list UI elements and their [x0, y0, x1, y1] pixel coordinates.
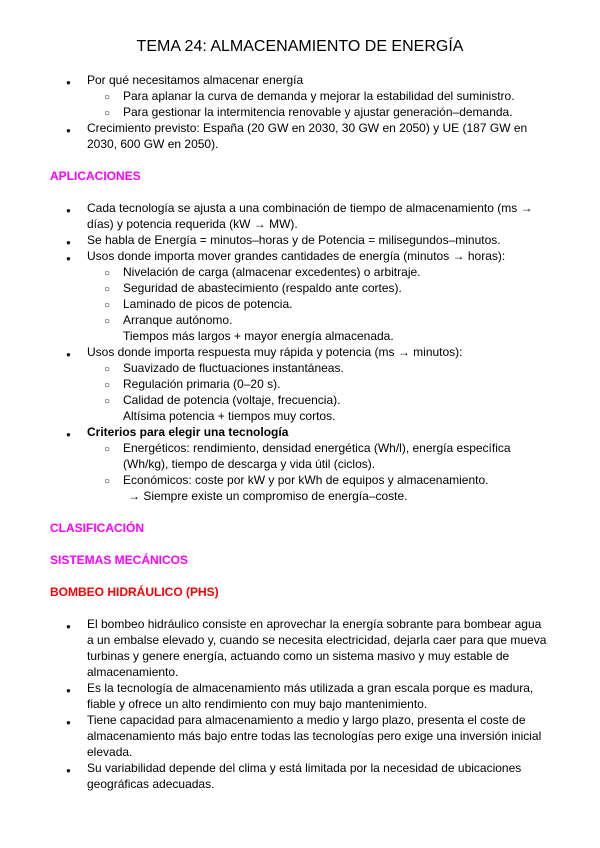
- phs-bullet-1-line-3: turbinas y genere energía, actuando como un sistema masivo y muy estable de: [87, 649, 510, 663]
- phs-bullet-1-line-4: almacenamiento.: [87, 665, 179, 679]
- app-sub-3-note: Tiempos más largos + mayor energía almacenada.: [123, 329, 394, 343]
- section-heading-aplicaciones: APLICACIONES: [50, 169, 141, 183]
- app-sub-4-1: Suavizado de fluctuaciones instantáneas.: [123, 361, 344, 375]
- app-sub-4-3: Calidad de potencia (voltaje, frecuencia).: [123, 393, 341, 407]
- phs-bullet-4-line-2: geográficas adecuadas.: [87, 777, 215, 791]
- bullet-icon: [66, 426, 71, 444]
- app-sub-5-1-line-1: Energéticos: rendimiento, densidad energética (Wh/l), energía específica: [123, 441, 511, 455]
- bullet-icon: [66, 714, 71, 732]
- bullet-icon: [66, 74, 71, 92]
- phs-bullet-4-line-1: Su variabilidad depende del clima y está limitada por la necesidad de ubicaciones: [87, 761, 522, 775]
- phs-bullet-1-line-2: a un embalse elevado y, cuando se necesita electricidad, dejarla caer para que mueva: [87, 633, 547, 647]
- app-sub-4-note: Altísima potencia + tiempos muy cortos.: [123, 409, 336, 423]
- app-bullet-1-line-2: días) y potencia requerida (kW → MW).: [87, 217, 298, 231]
- app-bullet-4: Usos donde importa respuesta muy rápida y potencia (ms → minutos):: [87, 345, 463, 359]
- page-title: TEMA 24: ALMACENAMIENTO DE ENERGÍA: [136, 38, 464, 55]
- bullet-icon: [66, 762, 71, 780]
- bullet-icon: [66, 618, 71, 636]
- app-sub-3-2: Seguridad de abastecimiento (respaldo ante cortes).: [123, 281, 402, 295]
- circle-bullet-icon: [104, 392, 110, 410]
- section-heading-clasificacion: CLASIFICACIÓN: [50, 521, 144, 535]
- circle-bullet-icon: [104, 312, 110, 330]
- circle-bullet-icon: [104, 472, 110, 490]
- bullet-icon: [66, 202, 71, 220]
- intro-bullet-1: Por qué necesitamos almacenar energía: [87, 73, 304, 87]
- app-bullet-3: Usos donde importa mover grandes cantidades de energía (minutos → horas):: [87, 249, 506, 263]
- app-sub-3-3: Laminado de picos de potencia.: [123, 297, 293, 311]
- intro-bullet-2-line-2: 2030, 600 GW en 2050).: [87, 137, 219, 151]
- phs-bullet-1-line-1: El bombeo hidráulico consiste en aprovechar la energía sobrante para bombear agua: [87, 617, 542, 631]
- phs-bullet-3-line-2: almacenamiento más bajo entre todas las tecnologías pero exige una inversión inicial: [87, 729, 542, 743]
- app-sub-5-1-line-2: (Wh/kg), tiempo de descarga y vida útil (ciclos).: [123, 457, 376, 471]
- bullet-icon: [66, 122, 71, 140]
- intro-bullet-2-line-1: Crecimiento previsto: España (20 GW en 2030, 30 GW en 2050) y UE (187 GW en: [87, 121, 528, 135]
- phs-bullet-3-line-3: elevada.: [87, 745, 133, 759]
- phs-bullet-3-line-1: Tiene capacidad para almacenamiento a medio y largo plazo, presenta el coste de: [87, 713, 526, 727]
- app-sub-5-2: Económicos: coste por kW y por kWh de equipos y almacenamiento.: [123, 473, 489, 487]
- bullet-icon: [66, 250, 71, 268]
- app-sub-5-note: → Siempre existe un compromiso de energía–coste.: [128, 489, 408, 503]
- app-bullet-1-line-1: Cada tecnología se ajusta a una combinación de tiempo de almacenamiento (ms →: [87, 201, 533, 215]
- app-sub-3-4: Arranque autónomo.: [123, 313, 233, 327]
- app-bullet-5: Criterios para elegir una tecnología: [87, 425, 289, 439]
- bullet-icon: [66, 346, 71, 364]
- bullet-icon: [66, 682, 71, 700]
- intro-sub-2: Para gestionar la intermitencia renovable y ajustar generación–demanda.: [123, 105, 513, 119]
- section-heading-sistemas-mecanicos: SISTEMAS MECÁNICOS: [50, 553, 189, 567]
- phs-bullet-2-line-1: Es la tecnología de almacenamiento más utilizada a gran escala porque es madura,: [87, 681, 534, 695]
- phs-bullet-2-line-2: fiable y ofrece un alto rendimiento con muy bajo mantenimiento.: [87, 697, 428, 711]
- intro-sub-1: Para aplanar la curva de demanda y mejorar la estabilidad del suministro.: [123, 89, 515, 103]
- app-sub-3-1: Nivelación de carga (almacenar excedentes) o arbitraje.: [123, 265, 421, 279]
- circle-bullet-icon: [104, 440, 110, 458]
- section-heading-phs: BOMBEO HIDRÁULICO (PHS): [50, 585, 219, 599]
- app-sub-4-2: Regulación primaria (0–20 s).: [123, 377, 281, 391]
- app-bullet-2: Se habla de Energía = minutos–horas y de Potencia = milisegundos–minutos.: [87, 233, 501, 247]
